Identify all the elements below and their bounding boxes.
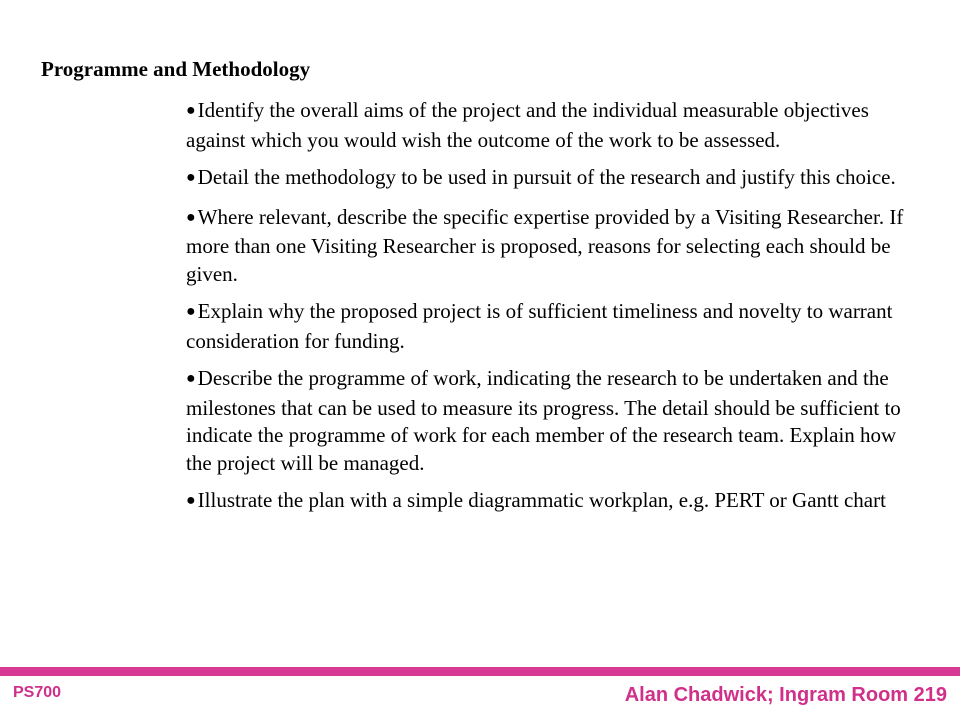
bullet-item [186,487,910,517]
course-code: PS700 [13,684,62,701]
bullet-item [186,204,910,289]
presenter-info: Alan Chadwick; Ingram Room 219 [624,684,947,706]
bullet-text: Describe the programme of work, indicating the research to be undertaken and the milestones that can be used to measure its progress. The detail should be sufficient to indicate the programme of work for each member of the research team. Explain how the project will be managed. [186,366,901,475]
bullet-dot-icon: ● [186,370,196,387]
slide-title: Programme and Methodology [41,57,311,81]
bullet-text: Illustrate the plan with a simple diagrammatic workplan, e.g. PERT or Gantt chart [197,488,886,512]
bullet-dot-icon: ● [186,492,196,509]
bullet-text: Detail the methodology to be used in pursuit of the research and justify this choice. [197,165,896,189]
bullet-text: Identify the overall aims of the project and the individual measurable objectives against which you would wish the outcome of the work to be assessed. [186,98,869,152]
bullet-item [186,298,910,355]
bullet-item [186,97,910,154]
bullet-item [186,164,910,194]
bullet-list [186,97,910,527]
bullet-dot-icon: ● [186,102,196,119]
bullet-dot-icon: ● [186,169,196,186]
bullet-item [186,365,910,477]
bullet-text: Explain why the proposed project is of sufficient timeliness and novelty to warrant consideration for funding. [186,299,893,353]
bullet-text: Where relevant, describe the specific expertise provided by a Visiting Researcher. If more than one Visiting Researcher is proposed, reasons for selecting each should be given. [186,204,904,286]
bullet-dot-icon: ● [186,208,196,226]
bullet-dot-icon: ● [186,303,196,320]
footer-divider [0,667,960,676]
